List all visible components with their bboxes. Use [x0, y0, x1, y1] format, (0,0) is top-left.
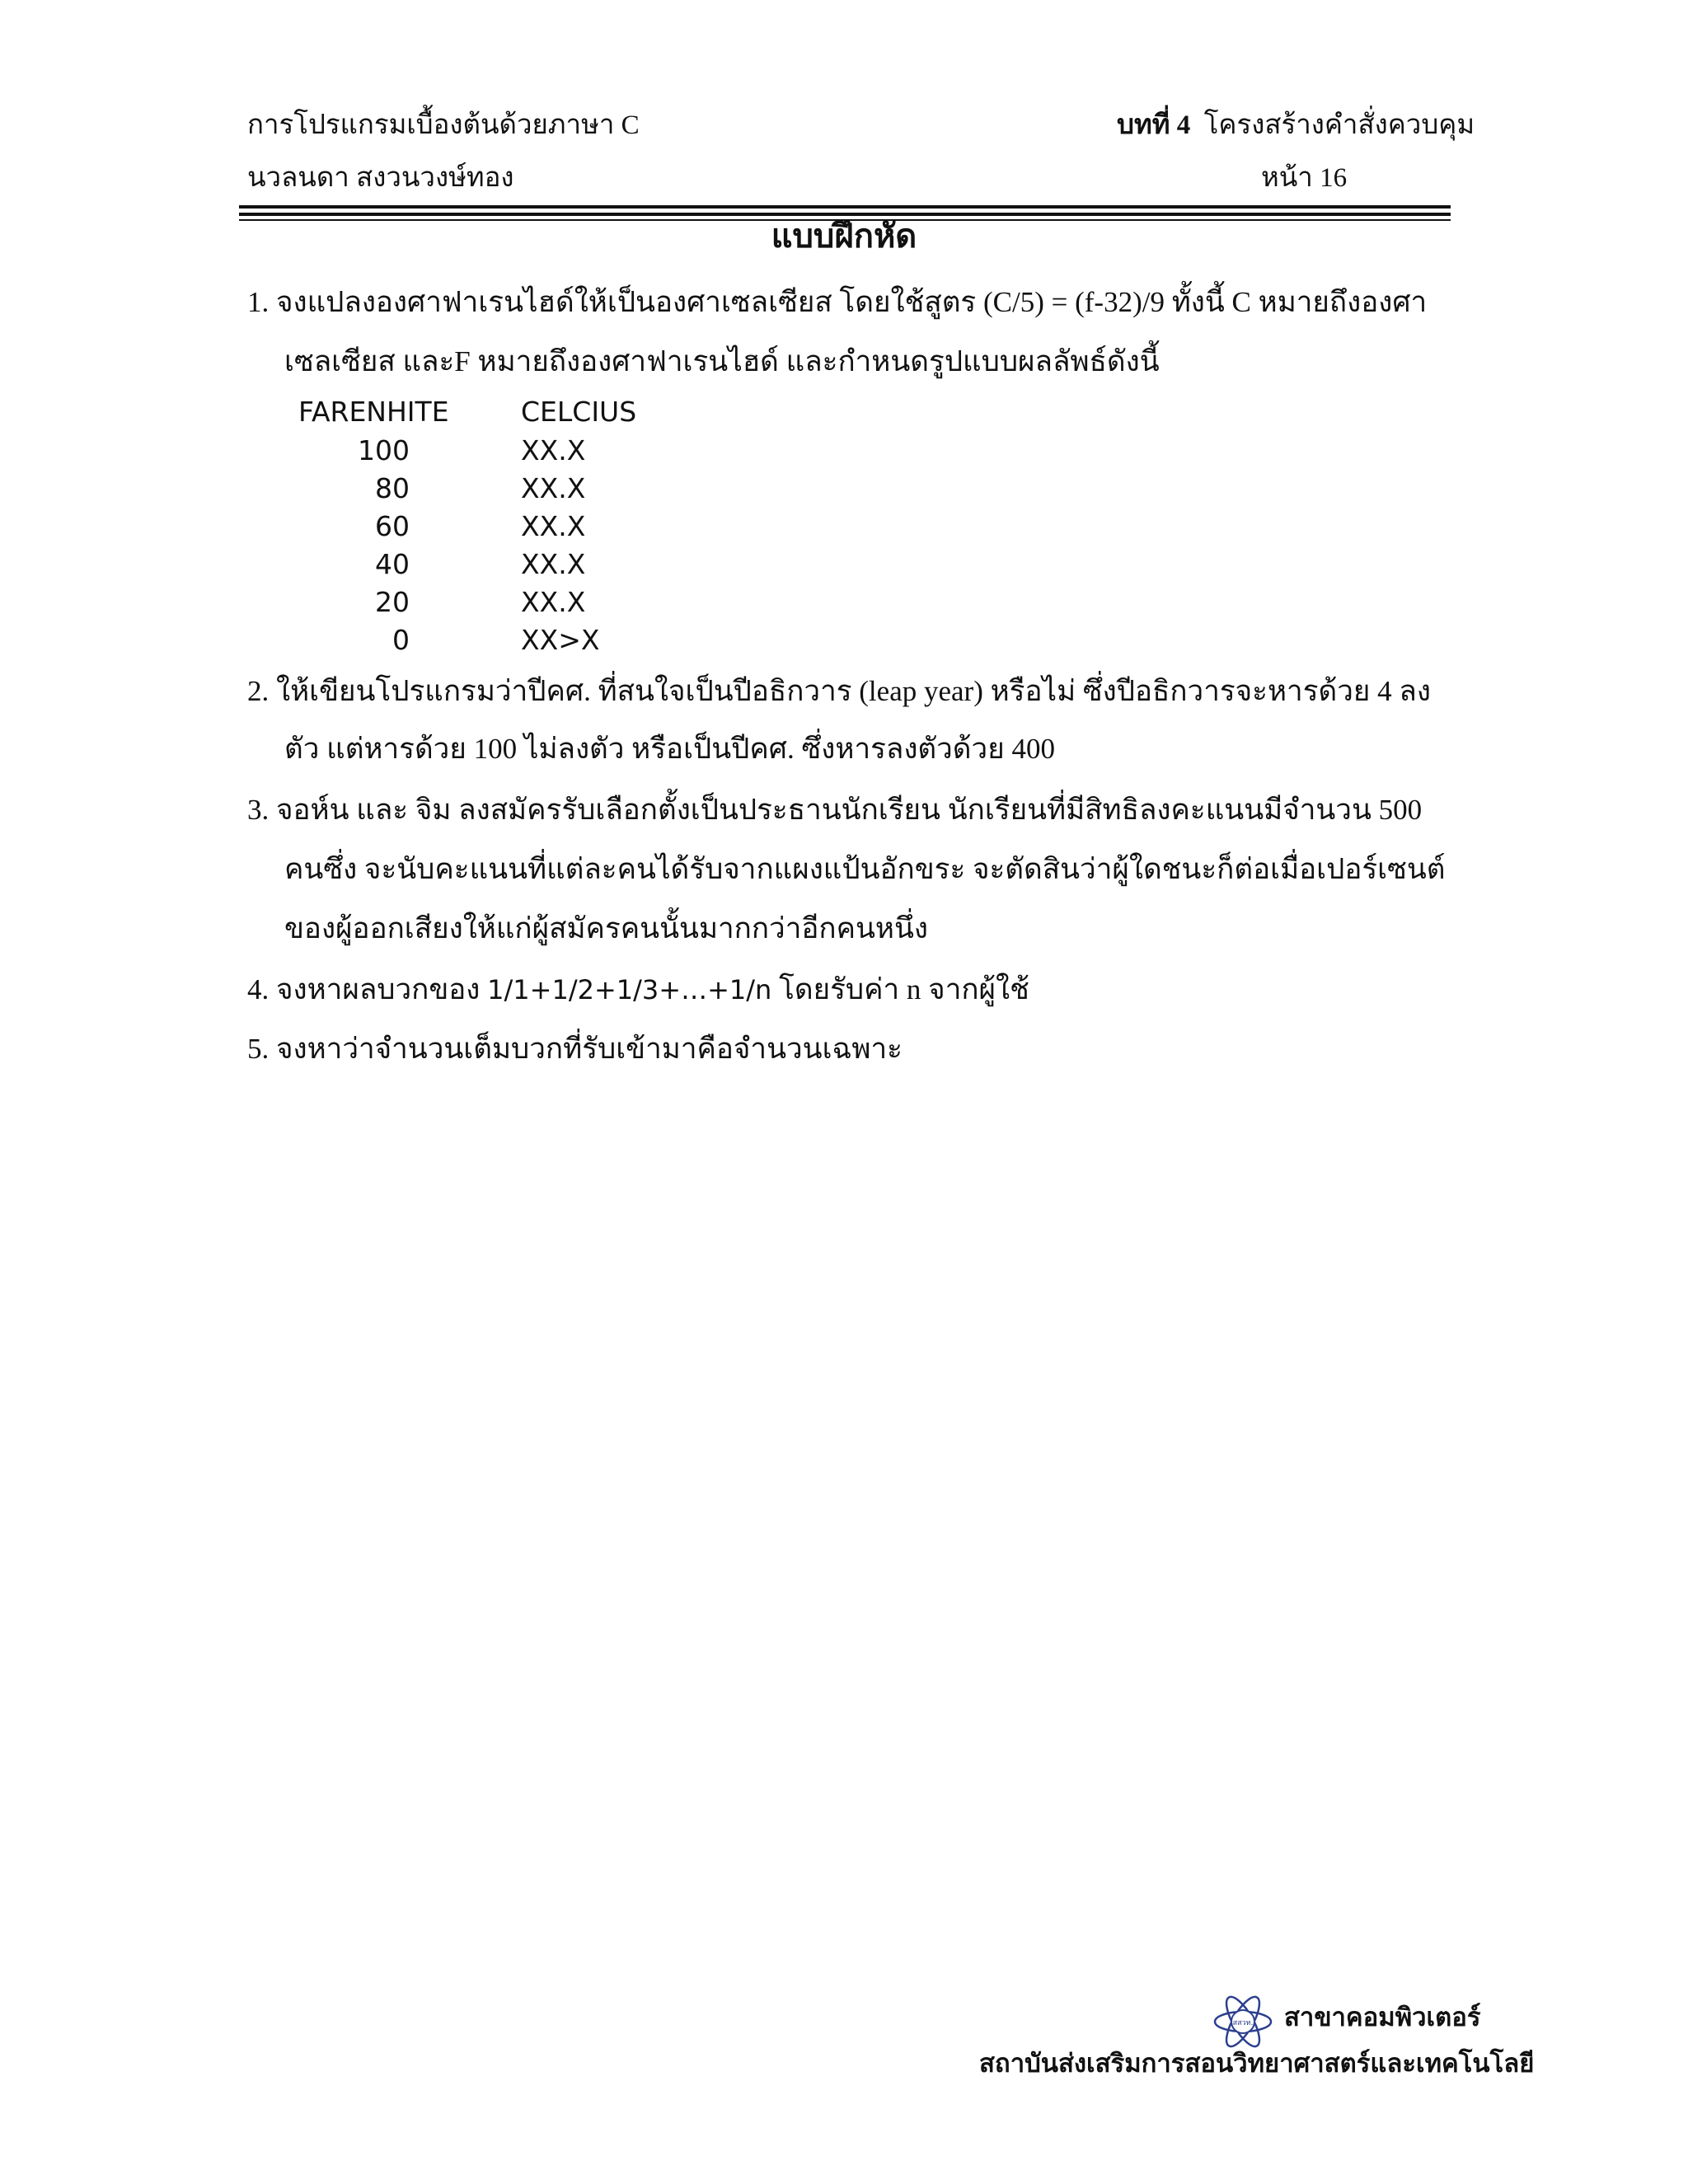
table-cell-farenhite: 100: [358, 434, 410, 466]
table-header-farenhite: FARENHITE: [298, 396, 449, 428]
exercise-4-suffix: โดยรับค่า n จากผู้ใช้: [771, 973, 1029, 1005]
table-cell-farenhite: 0: [392, 624, 410, 656]
footer-department: สาขาคอมพิวเตอร์: [1284, 2003, 1481, 2032]
exercise-4-formula: 1/1+1/2+1/3+…+1/n: [487, 974, 772, 1005]
table-cell-celcius: XX.X: [521, 472, 586, 504]
exercise-3-line-3: ของผู้ออกเสียงให้แก่ผู้สมัครคนนั้นมากกว่าอีกคนหนึ่ง: [284, 912, 929, 944]
header-chapter-title: โครงสร้างคำสั่งควบคุม: [1203, 110, 1475, 140]
header-page-number: หน้า 16: [1261, 163, 1348, 193]
exercise-1-line-2: เซลเซียส และF หมายถึงองศาฟาเรนไฮด์ และกำหนดรูปแบบผลลัพธ์ดังนี้: [284, 345, 1160, 377]
table-cell-celcius: XX.X: [521, 586, 586, 618]
table-cell-farenhite: 40: [375, 548, 410, 580]
exercise-2-line-1: 2. ให้เขียนโปรแกรมว่าปีคศ. ที่สนใจเป็นปีอธิกวาร (leap year) หรือไม่ ซึ่งปีอธิกวารจะหารด้วย 4 ลง: [247, 675, 1431, 707]
exercise-3-line-1: 3. จอห์น และ จิม ลงสมัครรับเลือกตั้งเป็นประธานนักเรียน นักเรียนที่มีสิทธิลงคะแนนมีจำนวน 500: [247, 794, 1423, 826]
table-row: [274, 583, 702, 621]
table-cell-celcius: XX>X: [521, 624, 600, 656]
header-chapter-label: บทที่ 4: [1117, 110, 1191, 140]
table-cell-celcius: XX.X: [521, 548, 586, 580]
exercise-1-line-1: 1. จงแปลงองศาฟาเรนไฮด์ให้เป็นองศาเซลเซียส โดยใช้สูตร (C/5) = (f-32)/9 ทั้งนี้ C หมายถึงองศา: [247, 286, 1428, 318]
table-cell-farenhite: 60: [375, 510, 410, 542]
exercise-3-line-2: คนซึ่ง จะนับคะแนนที่แต่ละคนได้รับจากแผงแป้นอักขระ จะตัดสินว่าผู้ใดชนะก็ต่อเมื่อเปอร์เซนต์: [284, 853, 1446, 885]
exercise-2-line-2: ตัว แต่หารด้วย 100 ไม่ลงตัว หรือเป็นปีคศ. ซึ่งหารลงตัวด้วย 400: [284, 733, 1055, 765]
ipst-logo-icon: [1212, 1990, 1274, 2053]
header-course: การโปรแกรมเบื้องต้นด้วยภาษา C: [247, 110, 640, 140]
table-row: [274, 470, 702, 508]
table-cell-farenhite: 20: [375, 586, 410, 618]
table-row: [274, 508, 702, 546]
table-row: [274, 621, 702, 659]
header-chapter: [1117, 109, 1475, 142]
logo-text: สสวท.: [1232, 2019, 1254, 2027]
table-row: [274, 432, 702, 470]
header-rule-top: [239, 205, 1451, 209]
footer-institute: สถาบันส่งเสริมการสอนวิทยาศาสตร์และเทคโนโลยี: [979, 2049, 1535, 2078]
table-row: [274, 546, 702, 583]
header-author: นวลนดา สงวนวงษ์ทอง: [247, 163, 514, 193]
table-cell-celcius: XX.X: [521, 434, 586, 466]
table-cell-celcius: XX.X: [521, 510, 586, 542]
table-header-celcius: CELCIUS: [521, 396, 637, 428]
page-title: แบบฝึกหัด: [771, 218, 917, 255]
exercise-4: [247, 971, 1029, 1009]
exercise-4-prefix: 4. จงหาผลบวกของ: [247, 973, 488, 1005]
exercise-5: 5. จงหาว่าจำนวนเต็มบวกที่รับเข้ามาคือจำนวนเฉพาะ: [247, 1033, 903, 1065]
table-cell-farenhite: 80: [375, 472, 410, 504]
